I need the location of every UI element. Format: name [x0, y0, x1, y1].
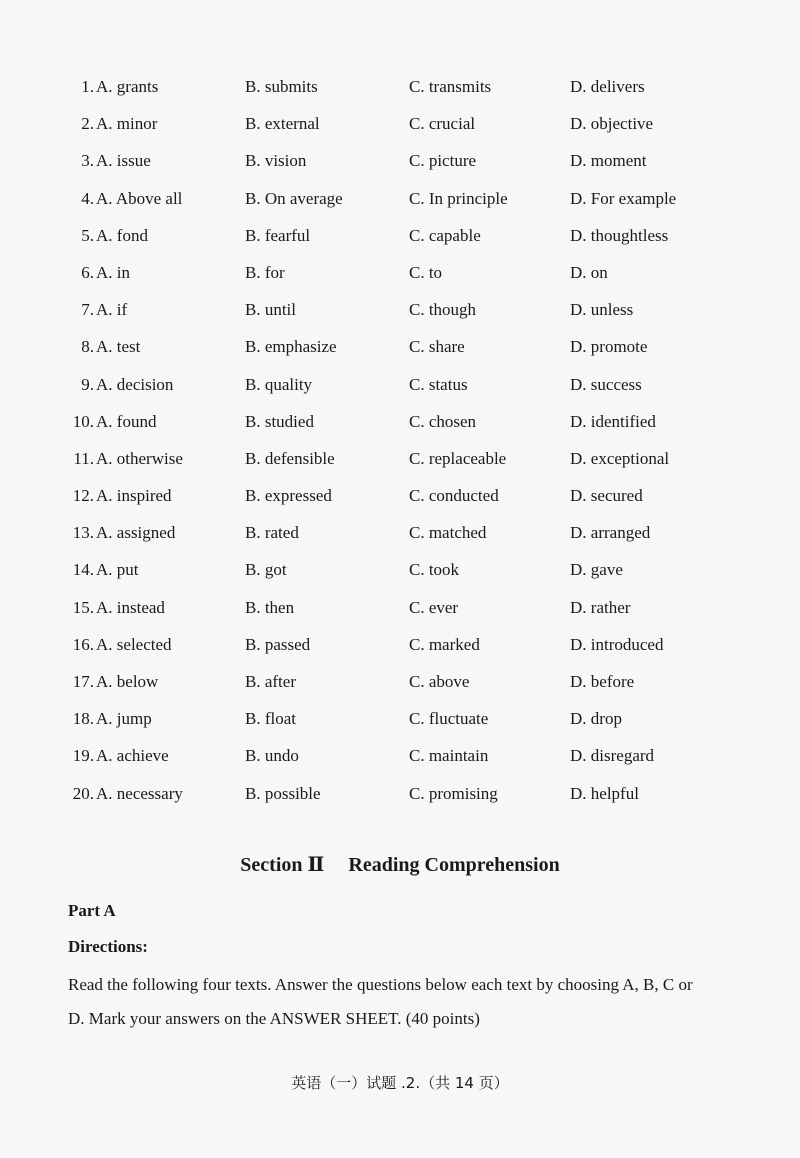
question-number: 19. — [72, 746, 94, 766]
option-a: A. grants — [96, 77, 159, 96]
question-number: 5. — [81, 225, 94, 245]
question-row — [0, 332, 800, 369]
question-number: 4. — [81, 188, 94, 208]
option-d: D. arranged — [570, 523, 651, 543]
option-b: B. external — [245, 114, 320, 134]
question-number: 1. — [81, 77, 94, 96]
question-row — [0, 667, 800, 704]
question-number: 15. — [72, 597, 94, 617]
option-b: B. for — [245, 262, 285, 282]
question-row — [0, 444, 800, 481]
question-row — [0, 370, 800, 407]
option-a: A. necessary — [96, 783, 183, 803]
option-b: B. submits — [245, 77, 318, 96]
option-d: D. objective — [570, 114, 654, 134]
option-b: B. fearful — [245, 225, 311, 245]
section-number: Section Ⅱ — [240, 854, 325, 876]
question-row — [0, 221, 800, 258]
option-b: B. On average — [245, 188, 343, 208]
question-number: 13. — [72, 523, 94, 543]
option-a: A. selected — [96, 634, 172, 654]
option-b: B. until — [245, 300, 297, 320]
option-a: A. instead — [96, 597, 165, 617]
option-d: D. exceptional — [570, 448, 670, 468]
option-d: D. on — [570, 262, 608, 282]
option-c: C. promising — [409, 783, 498, 803]
option-a: A. assigned — [96, 523, 176, 543]
option-d: D. moment — [570, 151, 647, 171]
option-b: B. rated — [245, 523, 299, 543]
question-row — [0, 630, 800, 667]
question-row — [0, 295, 800, 332]
option-b: B. possible — [245, 783, 321, 803]
option-c: C. In principle — [409, 188, 508, 208]
option-c: C. status — [409, 374, 468, 394]
question-number: 16. — [72, 634, 94, 654]
option-a: A. put — [96, 560, 139, 580]
question-row — [0, 146, 800, 183]
question-number: 7. — [81, 300, 94, 320]
option-a: A. minor — [96, 114, 158, 134]
section-heading — [0, 852, 800, 877]
option-d: D. delivers — [570, 77, 645, 96]
option-c: C. ever — [409, 597, 459, 617]
option-a: A. inspired — [96, 486, 172, 506]
option-c: C. above — [409, 672, 470, 691]
option-d: D. helpful — [570, 783, 639, 803]
option-c: C. crucial — [409, 114, 476, 134]
option-a: A. decision — [96, 374, 174, 394]
option-d: D. success — [570, 374, 642, 394]
question-number: 11. — [73, 448, 94, 468]
option-c: C. though — [409, 300, 477, 320]
option-a: A. found — [96, 411, 157, 431]
directions-label: Directions: — [68, 937, 148, 956]
option-a: A. fond — [96, 225, 148, 245]
option-d: D. rather — [570, 597, 631, 617]
option-c: C. to — [409, 262, 443, 282]
question-number: 8. — [81, 337, 94, 357]
option-c: C. chosen — [409, 411, 477, 431]
option-d: D. identified — [570, 411, 656, 431]
option-c: C. share — [409, 337, 465, 357]
question-number: 12. — [72, 486, 94, 506]
question-number: 9. — [81, 374, 94, 394]
option-b: B. undo — [245, 746, 299, 766]
answer-choices-list — [0, 72, 800, 816]
option-d: D. promote — [570, 337, 648, 357]
page-footer: 英语（一）试题 .2.（共 14 页） — [291, 1074, 509, 1092]
question-number: 3. — [81, 151, 94, 171]
part-label: Part A — [68, 901, 116, 920]
option-a: A. achieve — [96, 746, 169, 766]
option-d: D. before — [570, 672, 635, 691]
option-b: B. vision — [245, 151, 307, 171]
question-row — [0, 481, 800, 518]
question-number: 17. — [72, 672, 94, 691]
option-a: A. in — [96, 262, 130, 282]
question-number: 14. — [72, 560, 94, 580]
option-a: A. jump — [96, 709, 152, 729]
option-b: B. quality — [245, 374, 313, 394]
question-row — [0, 518, 800, 555]
option-a: A. if — [96, 300, 128, 320]
question-row — [0, 184, 800, 221]
option-b: B. float — [245, 709, 296, 729]
option-d: D. secured — [570, 486, 643, 506]
option-c: C. took — [409, 560, 460, 580]
option-c: C. marked — [409, 634, 480, 654]
option-c: C. fluctuate — [409, 709, 489, 729]
option-d: D. unless — [570, 300, 634, 320]
option-b: B. defensible — [245, 448, 335, 468]
option-d: D. thoughtless — [570, 225, 669, 245]
option-b: B. after — [245, 672, 296, 691]
directions-text: Read the following four texts. Answer the questions below each text by choosing A, B, C or D. Mark your answers on the ANSWER SHEET. (40 points) — [68, 975, 693, 1028]
option-b: B. then — [245, 597, 295, 617]
option-d: D. introduced — [570, 634, 664, 654]
option-b: B. emphasize — [245, 337, 337, 357]
question-number: 10. — [72, 411, 94, 431]
question-row — [0, 72, 800, 109]
option-d: D. gave — [570, 560, 623, 580]
option-c: C. conducted — [409, 486, 499, 506]
question-number: 18. — [72, 709, 94, 729]
section-title: Reading Comprehension — [348, 854, 560, 876]
option-a: A. Above all — [96, 188, 183, 208]
option-c: C. maintain — [409, 746, 489, 766]
option-a: A. below — [96, 672, 159, 691]
option-c: C. picture — [409, 151, 477, 171]
question-row — [0, 704, 800, 741]
option-b: B. studied — [245, 411, 314, 431]
option-b: B. expressed — [245, 486, 332, 506]
option-c: C. matched — [409, 523, 487, 543]
option-c: C. capable — [409, 225, 481, 245]
question-row — [0, 741, 800, 778]
question-row — [0, 593, 800, 630]
question-row — [0, 555, 800, 592]
option-b: B. passed — [245, 634, 311, 654]
option-a: A. issue — [96, 151, 151, 171]
question-row — [0, 779, 800, 816]
option-c: C. transmits — [409, 77, 492, 96]
question-row — [0, 109, 800, 146]
question-number: 20. — [72, 783, 94, 803]
option-a: A. test — [96, 337, 141, 357]
question-row — [0, 258, 800, 295]
question-number: 2. — [81, 114, 94, 134]
option-c: C. replaceable — [409, 448, 507, 468]
option-d: D. drop — [570, 709, 622, 729]
option-a: A. otherwise — [96, 448, 183, 468]
option-b: B. got — [245, 560, 287, 580]
option-d: D. disregard — [570, 746, 655, 766]
option-d: D. For example — [570, 188, 677, 208]
question-number: 6. — [81, 262, 94, 282]
question-row — [0, 407, 800, 444]
